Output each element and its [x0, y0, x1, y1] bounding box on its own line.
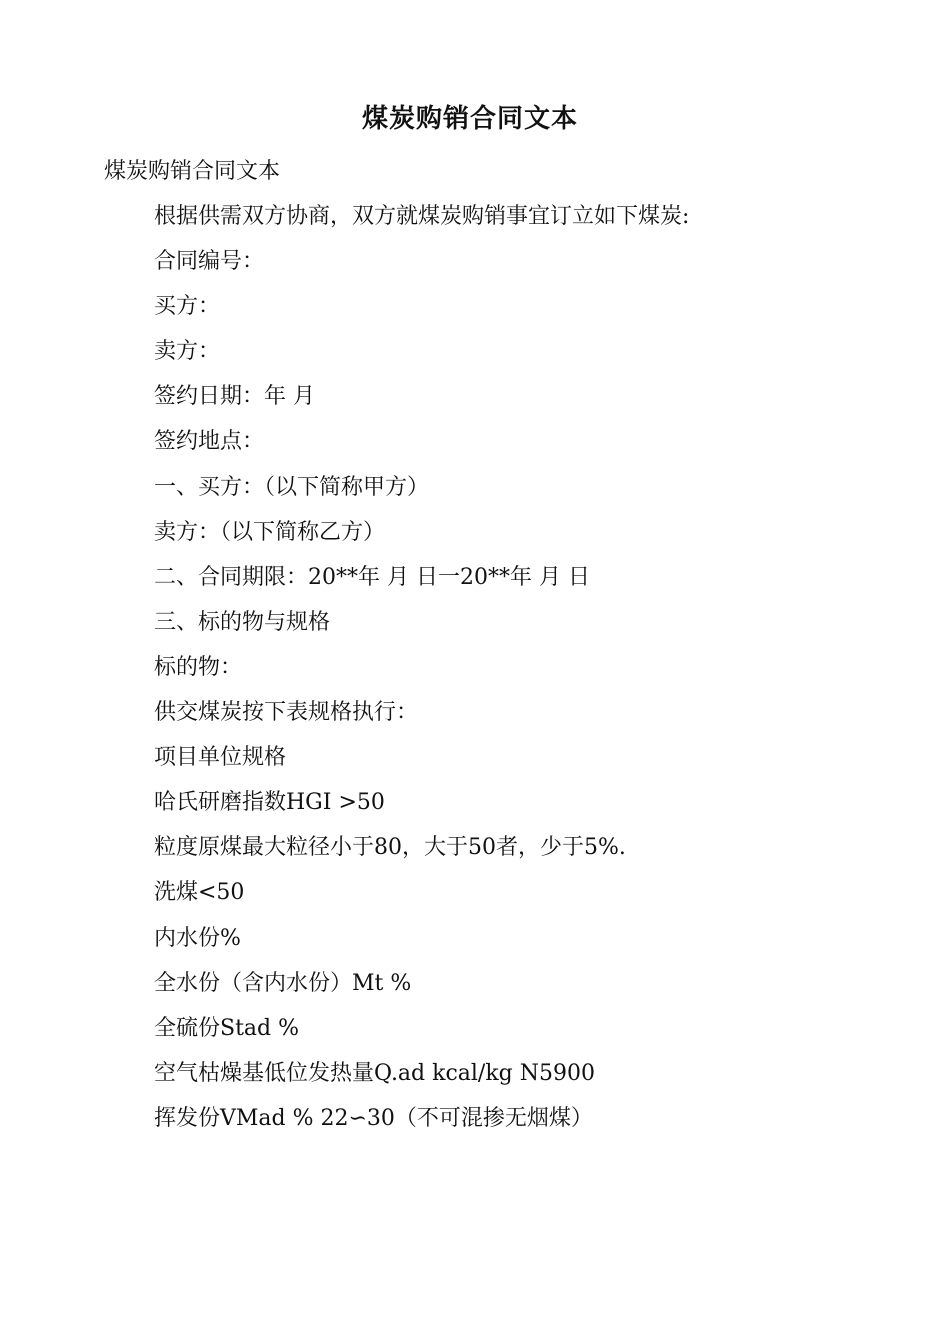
contract-line: 卖方：（以下简称乙方） [154, 519, 386, 545]
contract-line: 卖方： [154, 339, 221, 365]
contract-line: 根据供需双方协商，双方就煤炭购销事宜订立如下煤炭: [154, 204, 690, 229]
contract-line: 签约日期：年 月 [154, 384, 315, 410]
contract-line: 一、买方：（以下简称甲方） [154, 474, 430, 500]
contract-line: 项目单位规格 [154, 745, 287, 771]
contract-line: 标的物： [154, 654, 243, 680]
document-subtitle: 煤炭购销合同文本 [104, 159, 281, 184]
document-title: 煤炭购销合同文本 [361, 104, 578, 134]
contract-line: 二、合同期限：20**年 月 日一20**年 月 日 [154, 564, 590, 590]
contract-line: 签约地点： [154, 429, 265, 455]
contract-body [154, 199, 874, 1146]
contract-line: 洗煤<50 [154, 880, 245, 906]
contract-line: 哈氏研磨指数HGI >50 [154, 790, 385, 816]
contract-line: 全水份（含内水份）Mt % [154, 970, 412, 996]
contract-line: 挥发份VMad % 22∽30（不可混掺无烟煤） [154, 1105, 593, 1131]
contract-line: 全硫份Stad % [154, 1015, 300, 1041]
contract-line: 内水份% [154, 925, 241, 951]
contract-line: 粒度原煤最大粒径小于80，大于50者，少于5%. [154, 835, 626, 861]
contract-line: 三、标的物与规格 [154, 609, 331, 635]
contract-line: 买方： [154, 294, 221, 320]
contract-line: 合同编号： [154, 249, 265, 275]
contract-line: 供交煤炭按下表规格执行： [154, 700, 419, 726]
contract-line: 空气枯燥基低位发热量Q.ad kcal/kg N5900 [154, 1060, 595, 1086]
